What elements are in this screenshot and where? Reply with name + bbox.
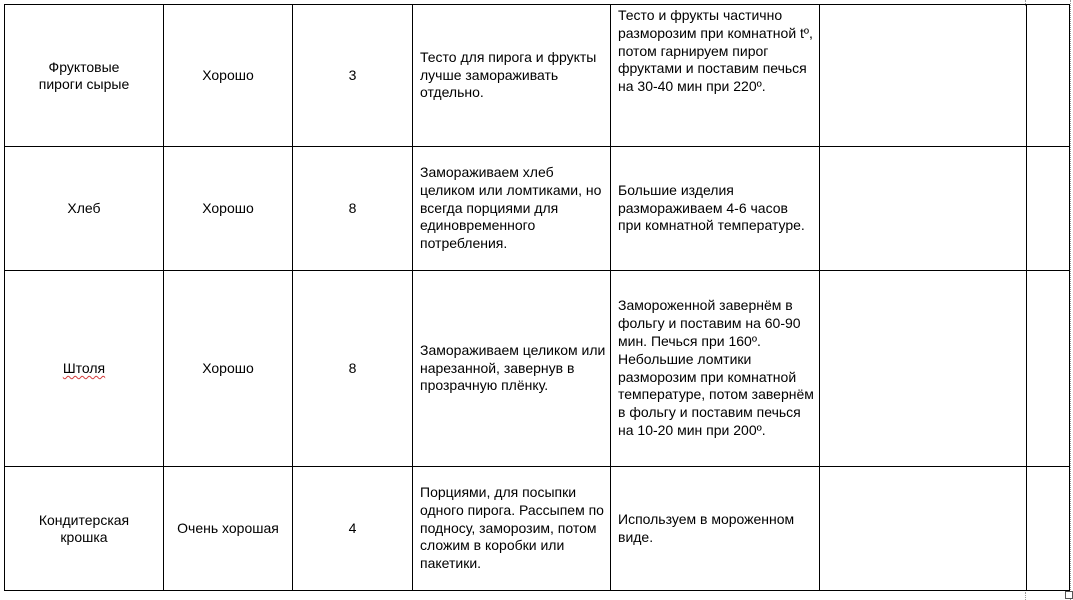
storage-table xyxy=(4,4,1070,591)
thawing-part-a: Тесто и фрукты частично разморозим при комнатной tº, потом гарнируем пирог фруктами и поставим печься на 30-40 мин при 220º. xyxy=(618,7,813,95)
months-cell[interactable] xyxy=(293,147,413,271)
product-text: Штоля xyxy=(62,360,106,376)
note-cell[interactable] xyxy=(820,271,1027,467)
note-cell[interactable] xyxy=(820,467,1027,591)
note-cell[interactable] xyxy=(1027,5,1070,147)
column-guide-line xyxy=(1025,592,1026,600)
quality-cell[interactable] xyxy=(164,467,293,591)
table-resize-handle[interactable] xyxy=(1065,591,1073,599)
column-guide-line xyxy=(1025,0,1026,6)
months-text: 4 xyxy=(348,520,357,536)
quality-cell[interactable] xyxy=(164,147,293,271)
quality-cell[interactable] xyxy=(164,5,293,147)
table-row xyxy=(5,147,1070,271)
table-row xyxy=(5,5,1070,147)
table-row xyxy=(5,467,1070,591)
freezing-text: Замораживаем хлеб целиком или ломтиками, но всегда порциями для единовременного потребления. xyxy=(420,164,602,252)
note-cell[interactable] xyxy=(1027,271,1070,467)
thawing-cell[interactable] xyxy=(611,147,820,271)
note-cell[interactable] xyxy=(820,5,1027,147)
column-guide-line xyxy=(1070,0,1071,600)
freezing-cell[interactable] xyxy=(413,467,611,591)
note-cell[interactable] xyxy=(1027,467,1070,591)
product-cell[interactable] xyxy=(5,147,164,271)
note-cell[interactable] xyxy=(1027,147,1070,271)
months-text: 3 xyxy=(348,67,357,83)
freezing-cell[interactable] xyxy=(413,5,611,147)
product-text: Кондитерская крошка xyxy=(38,511,130,545)
freezing-cell[interactable] xyxy=(413,271,611,467)
thawing-cell[interactable] xyxy=(611,467,820,591)
freezing-cell[interactable] xyxy=(413,147,611,271)
months-cell[interactable] xyxy=(293,467,413,591)
thawing-cell[interactable] xyxy=(611,271,820,467)
thawing-text: Используем в мороженном виде. xyxy=(618,510,795,545)
freezing-text: Тесто для пирога и фрукты лучше замораживать отдельно. xyxy=(420,48,597,101)
quality-text: Очень хорошая xyxy=(177,520,279,536)
months-text: 8 xyxy=(348,200,357,216)
product-cell[interactable] xyxy=(5,271,164,467)
months-cell[interactable] xyxy=(293,5,413,147)
note-cell[interactable] xyxy=(820,147,1027,271)
months-cell[interactable] xyxy=(293,271,413,467)
months-text: 8 xyxy=(348,360,357,376)
table-row xyxy=(5,271,1070,467)
product-cell[interactable] xyxy=(5,5,164,147)
product-text: Хлеб xyxy=(67,200,101,216)
thawing-text xyxy=(618,7,815,96)
quality-text: Хорошо xyxy=(202,200,254,216)
quality-text: Хорошо xyxy=(202,67,254,83)
thawing-cell[interactable] xyxy=(611,5,820,147)
quality-text: Хорошо xyxy=(202,360,254,376)
thawing-text: Большие изделия размораживаем 4-6 часов при комнатной температуре. xyxy=(618,181,805,234)
product-cell[interactable] xyxy=(5,467,164,591)
product-text: Фруктовые пироги сырые xyxy=(38,58,130,92)
thawing-text: Замороженной завернём в фольгу и поставим на 60-90 мин. Печься при 160º. Небольшие ломтики разморозим при комнатной температуре, потом завернём в фольгу и поставим печься на 10-20 мин при 200º. xyxy=(618,297,814,438)
freezing-text: Порциями, для посыпки одного пирога. Рассыпем по подносу, заморозим, потом сложим в коробки или пакетики. xyxy=(420,484,604,572)
quality-cell[interactable] xyxy=(164,271,293,467)
freezing-text: Замораживаем целиком или нарезанной, завернув в прозрачную плёнку. xyxy=(420,341,606,394)
